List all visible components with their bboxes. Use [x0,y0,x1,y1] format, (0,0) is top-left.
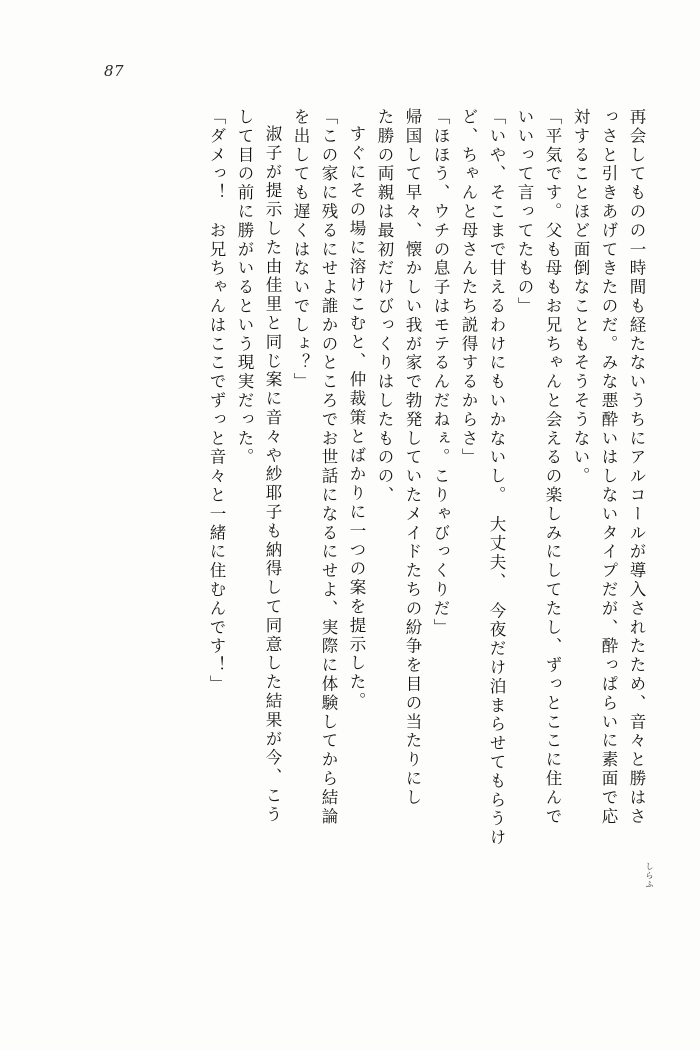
text-column: 帰国して早々、懐かしい我が家で勃発していたメイドたちの紛争を目の当たりにし [403,108,422,808]
text-column: いいって言ってたもの」 [515,108,534,316]
text-column: 「ダメっ！ お兄ちゃんはここでずっと音々と一緒に住むんです！」 [207,108,226,694]
ruby-annotation: しらふ [645,862,654,889]
text-column: 「いや、そこまで甘えるわけにもいかないし。 大丈夫、 今夜だけ泊まらせてもらうけ [487,108,506,848]
text-column: ど、ちゃんと母さんたち説得するからさ」 [459,108,478,468]
page-number: 87 [104,62,125,80]
text-column: 「ほほう、ウチの息子はモテるんだねぇ。こりゃびっくりだ」 [431,108,450,638]
text-column: 「平気です。父も母もお兄ちゃんと会えるの楽しみにしてたし、ずっとここに住んで [543,108,562,827]
vertical-text-block [84,108,644,988]
text-column: して目の前に勝がいるという現実だった。 [235,108,254,468]
text-column: を出しても遅くはないでしょ？」 [291,108,310,392]
text-column: 淑子が提示した由佳里と同じ案に音々や紗耶子も納得して同意した結果が今、こう [263,125,282,825]
text-column: っさと引きあげてきたのだ。みな悪酔いはしないタイプだが、酔っぱらいに素面で応 [599,108,618,827]
text-column: た勝の両親は最初だけびっくりはしたものの、 [375,108,394,505]
text-column: 対することほど面倒なこともそうそうない。 [571,108,590,486]
text-column: 「この家に残るにせよ誰かのところでお世話になるにせよ、実際に体験してから結論 [319,108,338,827]
text-column: すぐにその場に溶けこむと、仲裁策とばかりに一つの案を提示した。 [347,125,366,711]
text-column: 再会してものの一時間も経たないうちにアルコールが導入されたため、音々と勝はさ [627,108,646,827]
